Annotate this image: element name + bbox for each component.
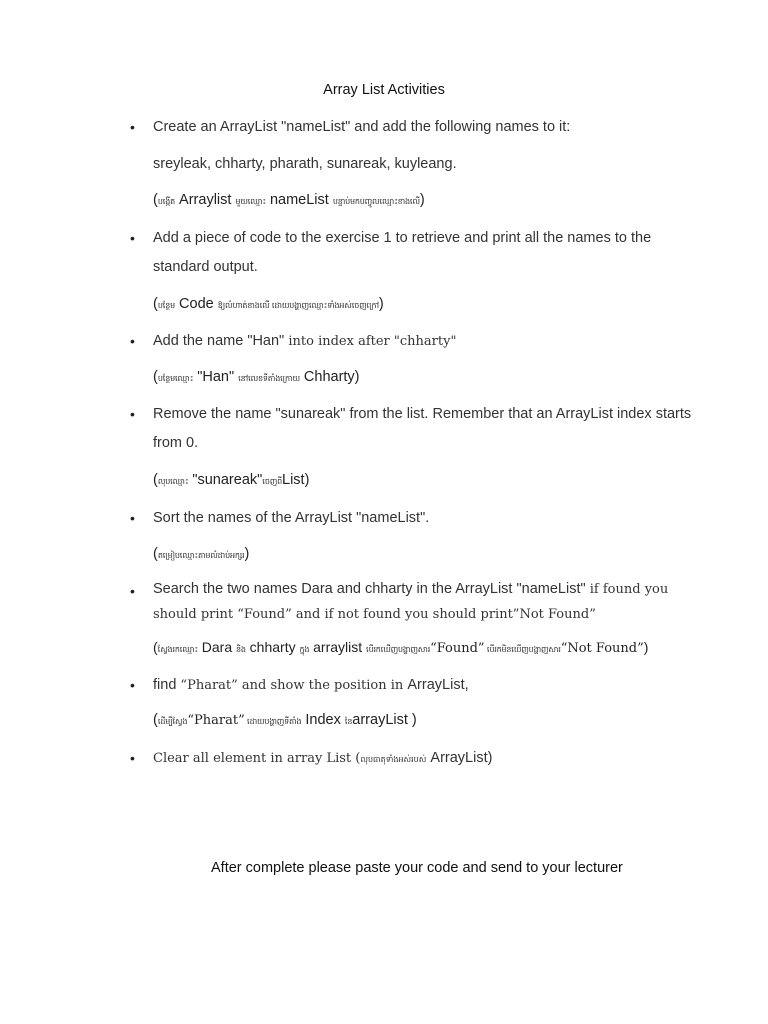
bullet-icon: • xyxy=(130,750,135,766)
note-close: ) xyxy=(244,546,250,562)
khmer-note xyxy=(153,296,713,312)
khmer-note xyxy=(153,192,713,208)
note-text: nameList xyxy=(265,192,333,208)
note-text: arraylist xyxy=(309,639,367,655)
item-text xyxy=(153,577,693,627)
bullet-icon: • xyxy=(130,333,135,349)
item-text-part: ) xyxy=(487,750,493,766)
note-text: Index xyxy=(301,712,345,728)
item-text xyxy=(153,744,693,774)
note-open: ( xyxy=(153,296,158,312)
note-text: Code xyxy=(175,296,218,312)
names-list: sreyleak, chharty, pharath, sunareak, kuyleang. xyxy=(153,156,457,172)
item-text xyxy=(153,327,693,356)
note-open: ( xyxy=(153,712,158,728)
note-text: “Pharat” xyxy=(187,713,245,728)
bullet-icon: • xyxy=(130,677,135,693)
note-text: chharty xyxy=(245,639,300,655)
note-khmer: ស្វែងរកឈ្មោះ xyxy=(157,645,198,654)
khmer-note xyxy=(153,639,713,656)
note-khmer: បន្ទាប់មកបញ្ចូលឈ្មោះខាងលើ xyxy=(332,197,420,206)
item-text-part: "chharty" xyxy=(393,334,457,349)
item-text: Sort the names of the ArrayList "nameList". xyxy=(153,510,430,526)
note-open: ( xyxy=(153,546,158,562)
note-khmer: នៃ xyxy=(344,717,353,726)
item-text: Remove the name "sunareak" from the list. Remember that an ArrayList index starts from 0. xyxy=(153,406,692,451)
note-khmer: និង xyxy=(236,645,246,654)
note-open: ( xyxy=(153,472,158,488)
note-open: ( xyxy=(153,369,158,385)
note-text: arrayList ) xyxy=(352,712,417,728)
bullet-icon: • xyxy=(130,510,135,526)
note-khmer: ដើម្បីស្វែង xyxy=(157,717,188,726)
note-khmer: នៅលេខទីតាំងក្រោយ xyxy=(238,374,300,383)
note-khmer: បន្ថែម xyxy=(157,301,176,310)
item-text: Add a piece of code to the exercise 1 to retrieve and print all the names to the standard output. xyxy=(153,230,652,275)
item-text-part: if found you should print “Found” and if not found you should print”Not Found” xyxy=(153,582,669,622)
note-khmer: ចេញពី xyxy=(262,477,283,486)
item-text-part: ArrayList, xyxy=(407,677,469,693)
note-close: ) xyxy=(378,296,384,312)
note-khmer: បន្ថែមឈ្មោះ xyxy=(157,374,194,383)
page-title: Array List Activities xyxy=(323,82,445,98)
bullet-icon: • xyxy=(130,583,135,599)
item-text-part: Search the two names Dara and chharty in the ArrayList "nameList" xyxy=(153,581,586,597)
item-text-part: find xyxy=(153,677,181,693)
bullet-icon: • xyxy=(130,119,135,135)
khmer-note xyxy=(153,546,713,562)
note-close: ) xyxy=(419,192,425,208)
note-text: "Han" xyxy=(193,369,239,385)
item-text-part: into index after xyxy=(284,334,394,349)
note-text: “Not Found” xyxy=(560,641,644,656)
item-text-part: Add the name "Han" xyxy=(153,333,285,349)
note-text: Chharty) xyxy=(299,369,360,385)
note-close: ) xyxy=(643,639,649,655)
khmer-note xyxy=(153,712,713,728)
note-open: ( xyxy=(153,192,158,208)
note-khmer: បើរកមិនឃើញបង្ហាញសារ xyxy=(484,645,561,654)
note-khmer: ដោយបង្ហាញទីតាំង xyxy=(244,717,302,726)
note-khmer: មួយឈ្មោះ xyxy=(235,197,266,206)
note-khmer: បើរកឃើញបង្ហាញសារ xyxy=(366,645,431,654)
bullet-icon: • xyxy=(130,406,135,422)
khmer-note xyxy=(153,472,713,488)
footer-instruction: After complete please paste your code and send to your lecturer xyxy=(211,860,623,876)
note-khmer: តម្រៀបឈ្មោះតាមលំដាប់អក្សរ xyxy=(157,551,245,560)
item-text: Create an ArrayList "nameList" and add the following names to it: xyxy=(153,119,571,135)
note-open: ( xyxy=(153,639,158,655)
item-text-part: “Pharat” and show the position in xyxy=(180,678,408,693)
note-text: Arraylist xyxy=(175,192,236,208)
note-text: "sunareak" xyxy=(188,472,263,488)
note-khmer: បង្កើត xyxy=(157,197,176,206)
note-khmer: លុបឈ្មោះ xyxy=(157,477,189,486)
item-text-khmer: លុបធាតុទាំងអស់របស់ xyxy=(360,755,427,764)
note-text: List) xyxy=(282,472,310,488)
bullet-icon: • xyxy=(130,230,135,246)
note-text: Dara xyxy=(197,639,237,655)
item-text-part: Clear all element in array List ( xyxy=(153,751,361,766)
note-text: “Found” xyxy=(430,641,485,656)
note-khmer: ក្នុង xyxy=(299,645,310,654)
item-text xyxy=(153,671,693,700)
note-khmer: ឱ្យលំហាត់ខាងលើ ដោយបង្ហាញឈ្មោះទាំងអស់ចេញក្រៅ xyxy=(217,301,379,310)
khmer-note xyxy=(153,369,713,385)
item-text-part: ArrayList xyxy=(426,750,488,766)
